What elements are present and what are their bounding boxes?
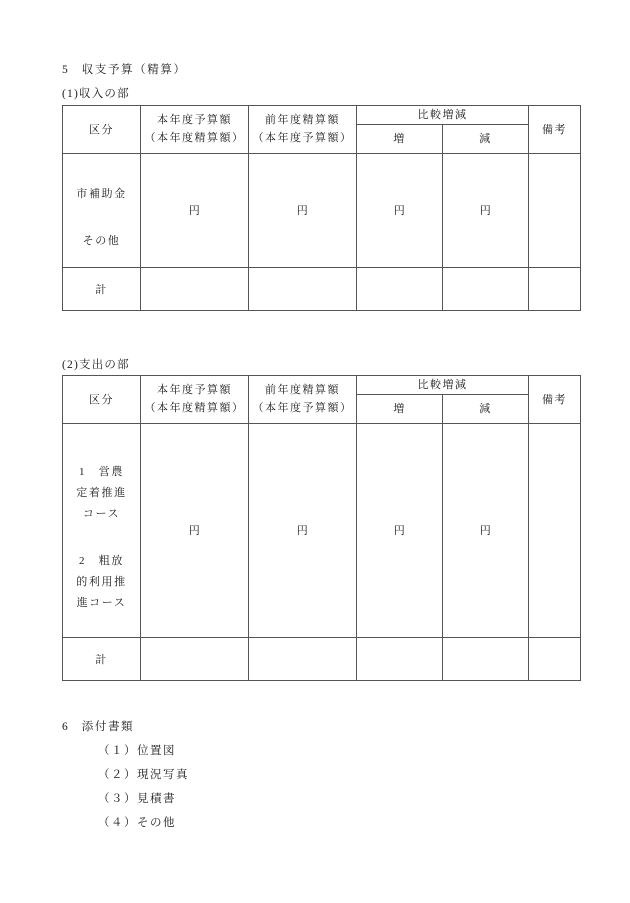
yen-symbol: 円: [393, 204, 406, 217]
yen-symbol: 円: [188, 204, 201, 217]
income-header-previous-year-line2: （本年度予算額）: [252, 132, 353, 145]
expenditure-total-current-year[interactable]: [141, 638, 249, 681]
expenditure-header-increase-label: 増: [393, 403, 406, 416]
expenditure-header-current-year-line2: （本年度精算額）: [144, 402, 245, 415]
income-current-year-cell[interactable]: [141, 154, 249, 268]
income-header-increase-label: 増: [393, 133, 406, 146]
income-total-row: [63, 268, 581, 311]
expenditure-total-remarks[interactable]: [529, 638, 581, 681]
yen-symbol: 円: [296, 524, 309, 537]
expenditure-remarks-cell[interactable]: [529, 424, 581, 638]
expenditure-header-current-year-stack: [141, 378, 248, 421]
expenditure-total-decrease[interactable]: [443, 638, 529, 681]
attachments-title: 添付書類: [81, 721, 135, 733]
income-category-2-label: その他: [82, 234, 121, 247]
expenditure-header-previous-year-line1: 前年度精算額: [265, 384, 340, 396]
income-header-current-year: [141, 106, 249, 154]
expenditure-header-comparison: 比較増減: [357, 376, 529, 395]
expenditure-header-remarks-label: 備考: [542, 393, 567, 406]
expenditure-previous-year-cell[interactable]: [249, 424, 357, 638]
attachment-item: （４）その他: [98, 817, 176, 829]
income-total-remarks[interactable]: [529, 268, 581, 311]
income-increase-cell[interactable]: [357, 154, 443, 268]
attachments-section: [62, 722, 189, 830]
expenditure-category-2: [63, 525, 140, 614]
income-header-previous-year-stack: [249, 108, 356, 151]
expenditure-category-1-line3: コース: [82, 507, 121, 520]
income-section-heading: (1)収入の部: [62, 88, 130, 100]
yen-symbol: 円: [479, 204, 492, 217]
yen-symbol: 円: [296, 204, 309, 217]
expenditure-header-decrease: [443, 395, 529, 424]
expenditure-category-1-line2: 定着推進: [76, 487, 127, 499]
income-table-row: [63, 154, 581, 268]
income-category-1-label: 市補助金: [76, 187, 127, 200]
income-header-remarks: [529, 106, 581, 154]
income-total-decrease[interactable]: [443, 268, 529, 311]
expenditure-category-1-line1: 1 営農: [79, 466, 124, 479]
expenditure-header-previous-year: [249, 376, 357, 424]
section-title: 収支予算（精算）: [81, 64, 187, 76]
income-total-current-year[interactable]: [141, 268, 249, 311]
income-header-remarks-label: 備考: [542, 123, 567, 136]
yen-symbol: 円: [479, 524, 492, 537]
expenditure-category-2-line1: 2 粗放: [79, 554, 124, 567]
expenditure-table: [62, 375, 581, 681]
income-category-1: [63, 170, 140, 205]
income-header-decrease: [443, 125, 529, 154]
income-header-kubun-label: 区分: [89, 123, 114, 136]
attachment-item: （１）位置図: [98, 745, 176, 757]
expenditure-category-2-line3: 進コース: [76, 596, 127, 609]
yen-symbol: 円: [188, 524, 201, 537]
income-header-previous-year: [249, 106, 357, 154]
expenditure-header-remarks: [529, 376, 581, 424]
expenditure-category-cell[interactable]: [63, 424, 141, 638]
income-header-current-year-line2: （本年度精算額）: [144, 132, 245, 145]
expenditure-section-heading: (2)支出の部: [62, 359, 130, 371]
expenditure-total-label: 計: [63, 638, 141, 681]
expenditure-header-kubun: [63, 376, 141, 424]
expenditure-category-1: [63, 448, 140, 525]
expenditure-header-previous-year-line2: （本年度予算額）: [252, 402, 353, 415]
income-header-current-year-stack: [141, 108, 248, 151]
expenditure-category-2-line2: 的利用推: [76, 575, 127, 588]
income-category-cell[interactable]: [63, 154, 141, 268]
expenditure-total-increase[interactable]: [357, 638, 443, 681]
expenditure-header-previous-year-stack: [249, 378, 356, 421]
income-table: [62, 105, 581, 311]
expenditure-total-previous-year[interactable]: [249, 638, 357, 681]
expenditure-increase-cell[interactable]: [357, 424, 443, 638]
income-header-increase: [357, 125, 443, 154]
expenditure-header-decrease-label: 減: [479, 403, 492, 416]
attachments-number: 6: [62, 721, 68, 733]
section-5-heading: [62, 65, 187, 77]
expenditure-header-current-year: [141, 376, 249, 424]
expenditure-table-header-row: [63, 376, 581, 395]
expenditure-header-kubun-label: 区分: [89, 393, 114, 406]
income-decrease-cell[interactable]: [443, 154, 529, 268]
income-header-previous-year-line1: 前年度精算額: [265, 114, 340, 126]
income-table-header-row: [63, 106, 581, 125]
income-header-current-year-line1: 本年度予算額: [157, 114, 232, 126]
yen-symbol: 円: [393, 524, 406, 537]
expenditure-decrease-cell[interactable]: [443, 424, 529, 638]
income-total-increase[interactable]: [357, 268, 443, 311]
expenditure-total-row: [63, 638, 581, 681]
attachments-title-line: [62, 722, 189, 734]
expenditure-table-row: [63, 424, 581, 638]
income-category-2: [63, 205, 140, 252]
expenditure-current-year-cell[interactable]: [141, 424, 249, 638]
income-header-kubun: [63, 106, 141, 154]
income-total-previous-year[interactable]: [249, 268, 357, 311]
income-header-decrease-label: 減: [479, 133, 492, 146]
expenditure-header-current-year-line1: 本年度予算額: [157, 384, 232, 396]
income-remarks-cell[interactable]: [529, 154, 581, 268]
income-previous-year-cell[interactable]: [249, 154, 357, 268]
income-header-comparison: 比較増減: [357, 106, 529, 125]
attachment-item: （２）現況写真: [98, 769, 189, 781]
attachment-item: （３）見積書: [98, 793, 176, 805]
section-number: 5: [62, 64, 68, 76]
expenditure-header-increase: [357, 395, 443, 424]
income-total-label: 計: [63, 268, 141, 311]
